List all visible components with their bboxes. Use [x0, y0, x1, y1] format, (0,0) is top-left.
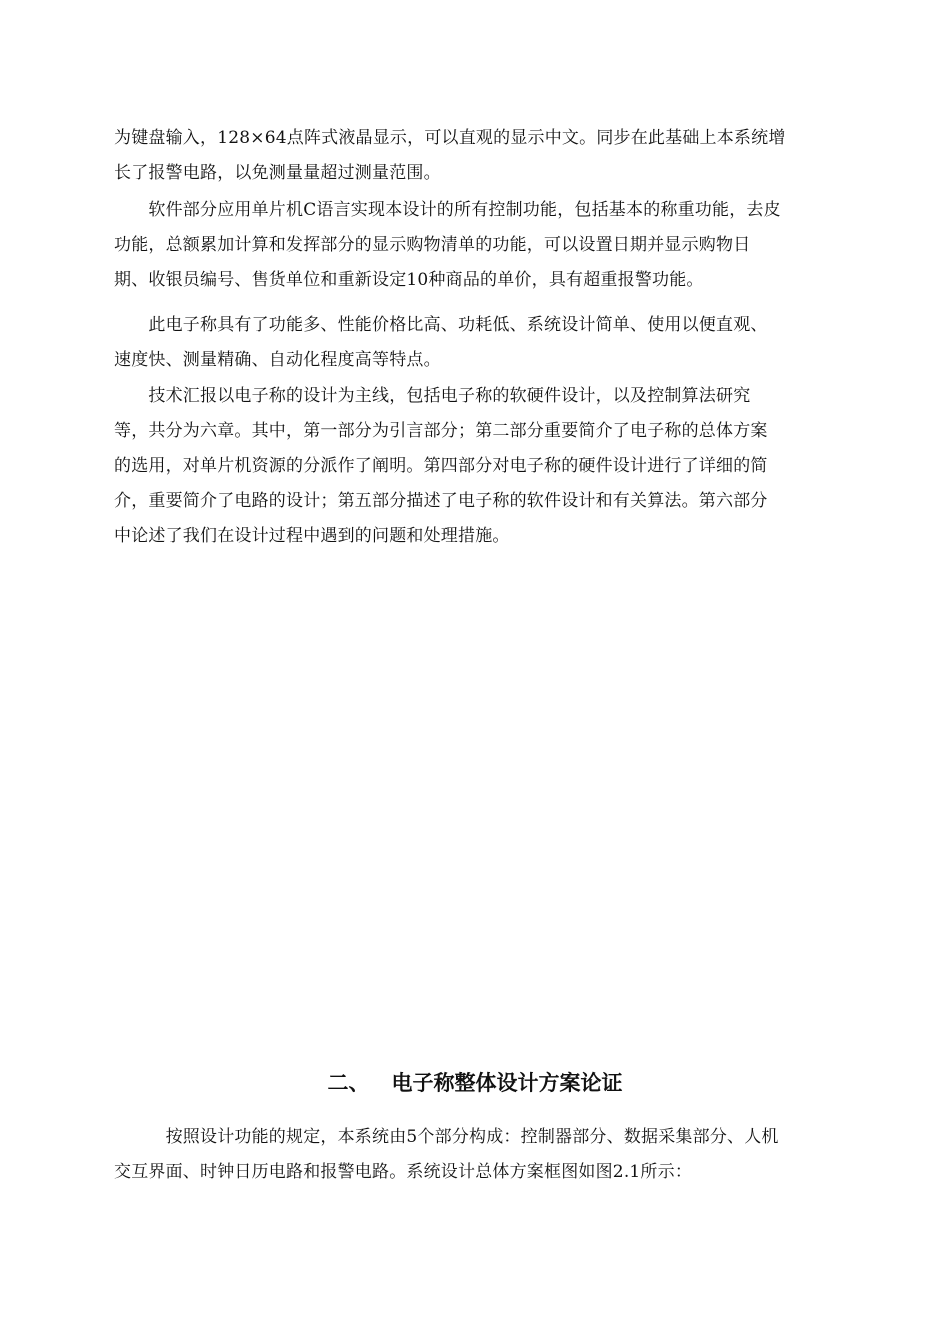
text-line: 速度快、测量精确、自动化程度高等特点。	[114, 350, 441, 370]
text-line: 此电子称具有了功能多、性能价格比高、功耗低、系统设计简单、使用以便直观、	[114, 315, 768, 335]
text-line: 等，共分为六章。其中，第一部分为引言部分；第二部分重要简介了电子称的总体方案	[114, 421, 768, 441]
text-line: 技术汇报以电子称的设计为主线，包括电子称的软硬件设计，以及控制算法研究	[114, 386, 751, 406]
text-line: 软件部分应用单片机C语言实现本设计的所有控制功能，包括基本的称重功能，去皮	[114, 200, 781, 220]
text-line: 为键盘输入，128×64点阵式液晶显示，可以直观的显示中文。同步在此基础上本系统增	[114, 128, 786, 148]
text-line: 期、收银员编号、售货单位和重新设定10种商品的单价，具有超重报警功能。	[114, 270, 704, 290]
body-paragraph	[114, 1120, 859, 1190]
text-line: 长了报警电路，以免测量量超过测量范围。	[114, 163, 441, 183]
text-line: 功能，总额累加计算和发挥部分的显示购物清单的功能，可以设置日期并显示购物日	[114, 235, 751, 255]
body-paragraph	[114, 379, 859, 554]
section-title: 电子称整体设计方案论证	[391, 1071, 623, 1095]
body-paragraph	[114, 308, 859, 378]
section-heading	[0, 1067, 950, 1097]
text-line: 交互界面、时钟日历电路和报警电路。系统设计总体方案框图如图2.1所示：	[114, 1162, 693, 1182]
text-line: 按照设计功能的规定，本系统由5个部分构成：控制器部分、数据采集部分、人机	[114, 1127, 779, 1147]
text-line: 介，重要简介了电路的设计；第五部分描述了电子称的软件设计和有关算法。第六部分	[114, 491, 768, 511]
text-line: 的选用，对单片机资源的分派作了阐明。第四部分对电子称的硬件设计进行了详细的简	[114, 456, 768, 476]
text-line: 中论述了我们在设计过程中遇到的问题和处理措施。	[114, 526, 510, 546]
section-number: 二、	[327, 1071, 370, 1095]
body-paragraph	[114, 193, 859, 298]
body-paragraph	[114, 121, 859, 191]
